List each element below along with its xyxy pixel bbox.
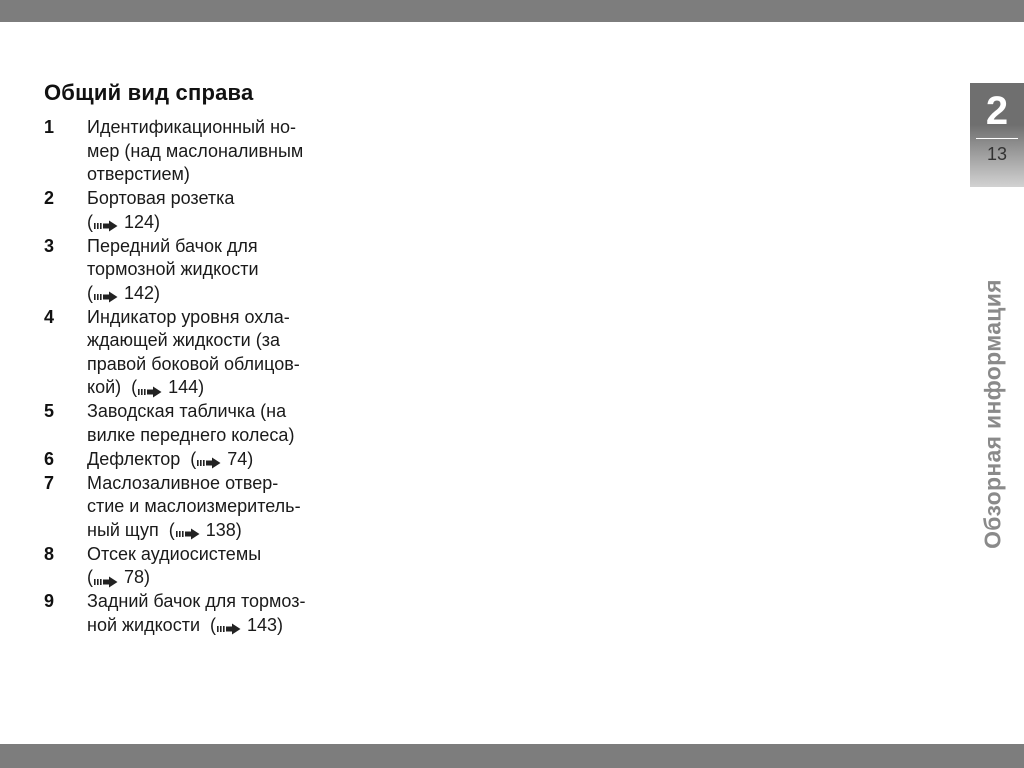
page-reference[interactable] [210, 615, 283, 635]
chapter-tab [970, 83, 1024, 187]
reference-page-number: 138) [200, 519, 242, 540]
reference-page-number: 143) [242, 614, 284, 635]
reference-arrow-icon [217, 618, 241, 630]
item-line: Заводская табличка (на [87, 401, 287, 421]
item-text [87, 116, 344, 187]
bottom-bar [0, 744, 1024, 768]
top-bar [0, 0, 1024, 22]
item-line: Бортовая розетка [87, 188, 235, 208]
item-text [87, 543, 344, 590]
reference-arrow-icon [94, 571, 118, 583]
item-number: 5 [44, 401, 55, 421]
item-line-text: кой) [87, 377, 132, 397]
chapter-number: 2 [985, 89, 1009, 133]
page-reference[interactable] [87, 212, 160, 232]
reference-paren: ( [210, 614, 216, 635]
reference-arrow-icon [176, 523, 200, 535]
item-line: мер (над маслоналивным [87, 140, 304, 161]
item-line: Отсек аудиосистемы [87, 543, 262, 564]
section-title: Общий вид справа [44, 80, 254, 105]
side-label: Обзорная информация [979, 279, 1006, 549]
item-reference-line [87, 519, 344, 543]
item-number: 7 [44, 472, 55, 493]
list-item [44, 306, 344, 400]
page-reference[interactable] [87, 567, 150, 587]
reference-paren: ( [87, 282, 93, 303]
item-text [87, 400, 344, 447]
list-item [44, 472, 344, 543]
item-line: Идентификационный но- [87, 117, 297, 137]
item-reference-line [87, 448, 344, 472]
item-reference-line [87, 282, 344, 306]
reference-page-number: 144) [163, 377, 205, 397]
reference-paren: ( [87, 567, 93, 587]
item-line-text: ный щуп [87, 519, 169, 540]
item-number: 8 [44, 543, 55, 564]
list-item [44, 235, 344, 306]
list-item [44, 187, 344, 234]
page-reference[interactable] [190, 449, 253, 469]
reference-page-number: 124) [119, 211, 161, 232]
reference-paren: ( [87, 211, 93, 232]
page-reference[interactable] [131, 377, 204, 397]
reference-arrow-icon [138, 381, 162, 393]
item-line: Маслозаливное отвер- [87, 472, 279, 493]
reference-page-number: 78) [119, 567, 151, 587]
reference-arrow-icon [197, 452, 221, 464]
item-line-text: ной жидкости [87, 614, 210, 635]
item-text [87, 472, 344, 543]
page-number: 13 [986, 144, 1008, 164]
item-text [87, 187, 344, 234]
list-item [44, 590, 344, 637]
manual-page [0, 22, 1024, 744]
reference-arrow-icon [94, 215, 118, 227]
item-line: вилке переднего колеса) [87, 424, 295, 445]
item-line-text: Дефлектор [87, 448, 191, 469]
item-line: ждающей жидкости (за [87, 330, 280, 350]
item-number: 3 [44, 235, 55, 256]
item-reference-line [87, 566, 344, 590]
item-line: правой боковой облицов- [87, 353, 300, 374]
list-item [44, 543, 344, 590]
item-reference-line [87, 614, 344, 638]
item-line: Индикатор уровня охла- [87, 306, 290, 327]
reference-page-number: 142) [119, 282, 161, 303]
item-number: 4 [44, 306, 55, 327]
reference-paren: ( [168, 519, 175, 540]
reference-page-number: 74) [222, 448, 254, 469]
item-line: отверстием) [87, 164, 190, 184]
list-item [44, 448, 344, 472]
item-line: стие и маслоизмеритель- [87, 496, 301, 516]
reference-paren: ( [190, 448, 197, 469]
item-reference-line [87, 376, 344, 400]
list-item [44, 400, 344, 447]
item-list [44, 116, 344, 638]
list-item [44, 116, 344, 187]
item-number: 2 [44, 188, 55, 208]
item-line: Задний бачок для тормоз- [87, 591, 306, 611]
item-reference-line [87, 211, 344, 235]
item-line: тормозной жидкости [87, 259, 259, 279]
item-line: Передний бачок для [87, 235, 258, 256]
item-text [87, 448, 344, 472]
item-number: 9 [44, 591, 55, 611]
item-text [87, 306, 344, 400]
reference-paren: ( [131, 377, 138, 397]
page-reference[interactable] [169, 520, 242, 540]
item-number: 6 [44, 448, 55, 469]
chapter-divider [976, 138, 1018, 139]
item-text [87, 235, 344, 306]
reference-arrow-icon [94, 286, 118, 298]
item-text [87, 590, 344, 637]
page-reference[interactable] [87, 283, 160, 303]
item-number: 1 [44, 117, 55, 137]
